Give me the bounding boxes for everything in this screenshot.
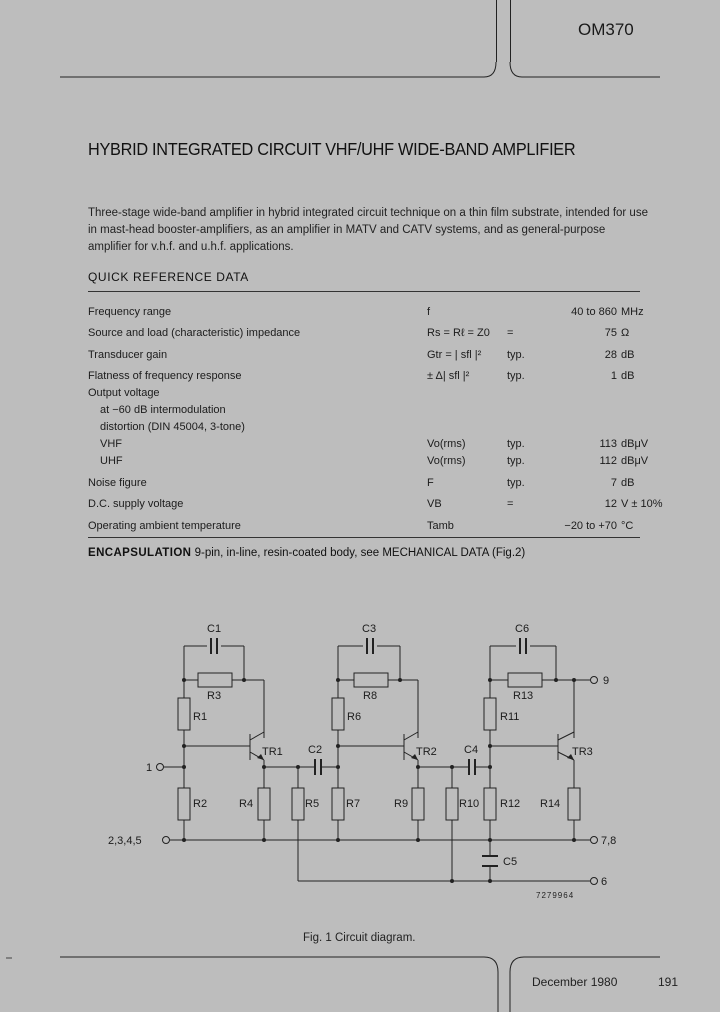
label-pin-7-8: 7,8 [601, 835, 617, 847]
label-r10: R10 [459, 798, 480, 810]
param-cell: D.C. supply voltage [88, 498, 184, 510]
label-r13: R13 [513, 690, 534, 702]
label-c3: C3 [362, 623, 377, 635]
cond-cell: = [507, 498, 514, 510]
cond-cell: = [507, 327, 514, 339]
symbol-cell: Vo(rms) [427, 455, 466, 467]
unit-cell: °C [621, 519, 634, 532]
param-cell: VHF [100, 438, 122, 450]
cond-cell: typ. [507, 455, 525, 467]
param-cell: Flatness of frequency response [88, 370, 242, 382]
label-r14: R14 [540, 798, 561, 810]
param-cell: Operating ambient temperature [88, 519, 241, 532]
param-cell: distortion (DIN 45004, 3-tone) [100, 421, 245, 433]
label-c6: C6 [515, 623, 530, 635]
symbol-cell: F [427, 476, 434, 489]
param-cell: Frequency range [88, 305, 172, 318]
label-c5: C5 [503, 856, 518, 868]
value-cell: 7 [610, 476, 617, 489]
unit-cell: dB [621, 348, 635, 361]
symbol-cell: f [427, 305, 431, 318]
label-r6: R6 [347, 711, 362, 723]
label-pin-9: 9 [603, 675, 610, 687]
param-cell: Noise figure [88, 476, 147, 489]
label-pin-ground: 2,3,4,5 [108, 835, 142, 847]
label-r5: R5 [305, 798, 320, 810]
label-tr2: TR2 [416, 746, 437, 758]
label-r12: R12 [500, 798, 521, 810]
label-r4: R4 [239, 798, 254, 810]
intro-paragraph: Three-stage wide-band amplifier in hybrid integrated circuit technique on a thin film substrate, intended for use in mast-head booster-amplifiers, as an amplifier in MATV and CATV systems, and as general-purpose amplifier for v.h.f. and u.h.f. applications. [88, 207, 648, 253]
page-number: 191 [658, 975, 679, 989]
encapsulation-text: 9-pin, in-line, resin-coated body, see MECHANICAL DATA (Fig.2) [194, 547, 526, 559]
symbol-cell: VB [427, 498, 442, 510]
symbol-cell: Vo(rms) [427, 438, 466, 450]
symbol-cell: ± Δ| sfl |² [427, 370, 470, 382]
value-cell: 12 [604, 498, 617, 510]
label-r3: R3 [207, 690, 222, 702]
unit-cell: V ± 10% [621, 498, 663, 510]
param-cell: at −60 dB intermodulation [100, 404, 226, 416]
label-tr1: TR1 [262, 746, 283, 758]
cond-cell: typ. [507, 370, 525, 382]
param-cell: UHF [100, 455, 123, 467]
unit-cell: dB [621, 370, 635, 382]
value-cell: 28 [604, 348, 617, 361]
unit-cell: dBμV [621, 455, 649, 467]
param-cell: Output voltage [88, 387, 160, 399]
quick-reference-heading: QUICK REFERENCE DATA [88, 270, 249, 284]
label-pin-6: 6 [601, 876, 608, 888]
encapsulation-label: ENCAPSULATION [88, 547, 192, 559]
part-number: OM370 [578, 20, 634, 39]
unit-cell: dBμV [621, 438, 649, 450]
unit-cell: dB [621, 476, 635, 489]
label-pin-1: 1 [146, 762, 153, 774]
cond-cell: typ. [507, 476, 525, 489]
unit-cell: MHz [621, 305, 644, 318]
figure-caption: Fig. 1 Circuit diagram. [303, 932, 416, 944]
label-r11: R11 [500, 711, 520, 723]
page-title: HYBRID INTEGRATED CIRCUIT VHF/UHF WIDE-BAND AMPLIFIER [88, 139, 576, 159]
label-c1: C1 [207, 623, 222, 635]
label-c2: C2 [308, 744, 323, 756]
label-r2: R2 [193, 798, 208, 810]
symbol-cell: Tamb [427, 519, 454, 532]
drawing-number: 7279964 [536, 891, 575, 900]
footer-date: December 1980 [532, 975, 618, 989]
unit-cell: Ω [621, 327, 630, 339]
value-cell: 112 [599, 455, 617, 467]
label-r9: R9 [394, 798, 409, 810]
value-cell: 113 [599, 438, 617, 450]
symbol-cell: Gtr = | sfl |² [427, 348, 482, 361]
label-c4: C4 [464, 744, 479, 756]
label-r7: R7 [346, 798, 361, 810]
value-cell: −20 to +70 [564, 519, 617, 532]
cond-cell: typ. [507, 438, 525, 450]
label-r1: R1 [193, 711, 208, 723]
label-r8: R8 [363, 690, 378, 702]
value-cell: 75 [604, 327, 617, 339]
cond-cell: typ. [507, 348, 525, 361]
param-cell: Transducer gain [88, 348, 168, 361]
symbol-cell: Rs = Rℓ = Z0 [427, 327, 490, 339]
label-tr3: TR3 [572, 746, 593, 758]
value-cell: 40 to 860 [571, 305, 617, 318]
param-cell: Source and load (characteristic) impedance [88, 327, 301, 339]
value-cell: 1 [610, 370, 617, 382]
